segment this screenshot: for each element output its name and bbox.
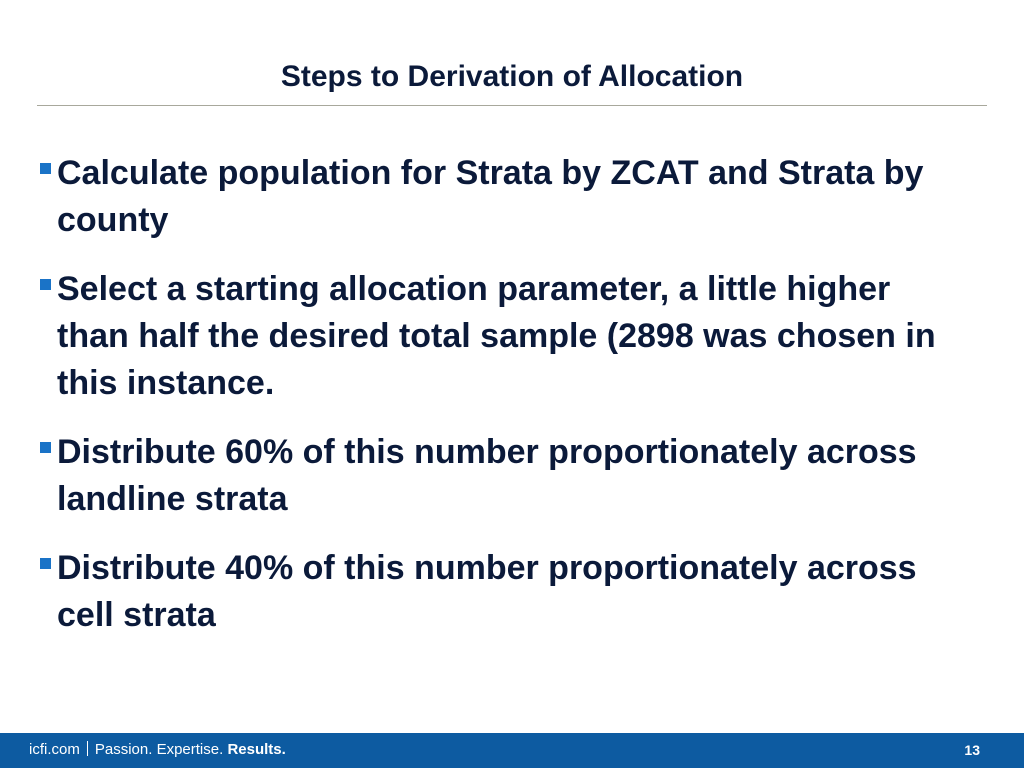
bullet-item xyxy=(36,150,966,244)
footer-tagline-passion: Passion. xyxy=(94,741,153,758)
footer-tagline-results: Results. xyxy=(227,741,286,758)
bullet-text: Distribute 60% of this number proportionately across landline strata xyxy=(57,433,917,518)
square-bullet-icon xyxy=(40,163,51,174)
bullet-item xyxy=(36,429,966,523)
bullet-item xyxy=(36,266,966,407)
bullet-text: Calculate population for Strata by ZCAT and Strata by county xyxy=(57,154,924,239)
slide-title: Steps to Derivation of Allocation xyxy=(280,60,744,93)
bullet-text: Select a starting allocation parameter, a little higher than half the desired total sample (2898 was chosen in this instance. xyxy=(57,270,936,402)
bullet-item xyxy=(36,545,966,639)
footer-divider xyxy=(87,741,88,756)
square-bullet-icon xyxy=(40,558,51,569)
square-bullet-icon xyxy=(40,442,51,453)
bullet-text: Distribute 40% of this number proportionately across cell strata xyxy=(57,549,917,634)
footer-tagline-expertise: Expertise. xyxy=(156,741,224,758)
footer-branding xyxy=(29,741,286,758)
footer-site: icfi.com xyxy=(29,741,80,758)
bullet-list xyxy=(36,150,966,661)
page-number: 13 xyxy=(964,742,980,758)
square-bullet-icon xyxy=(40,279,51,290)
title-divider xyxy=(37,105,987,106)
footer-bar xyxy=(0,733,1024,768)
